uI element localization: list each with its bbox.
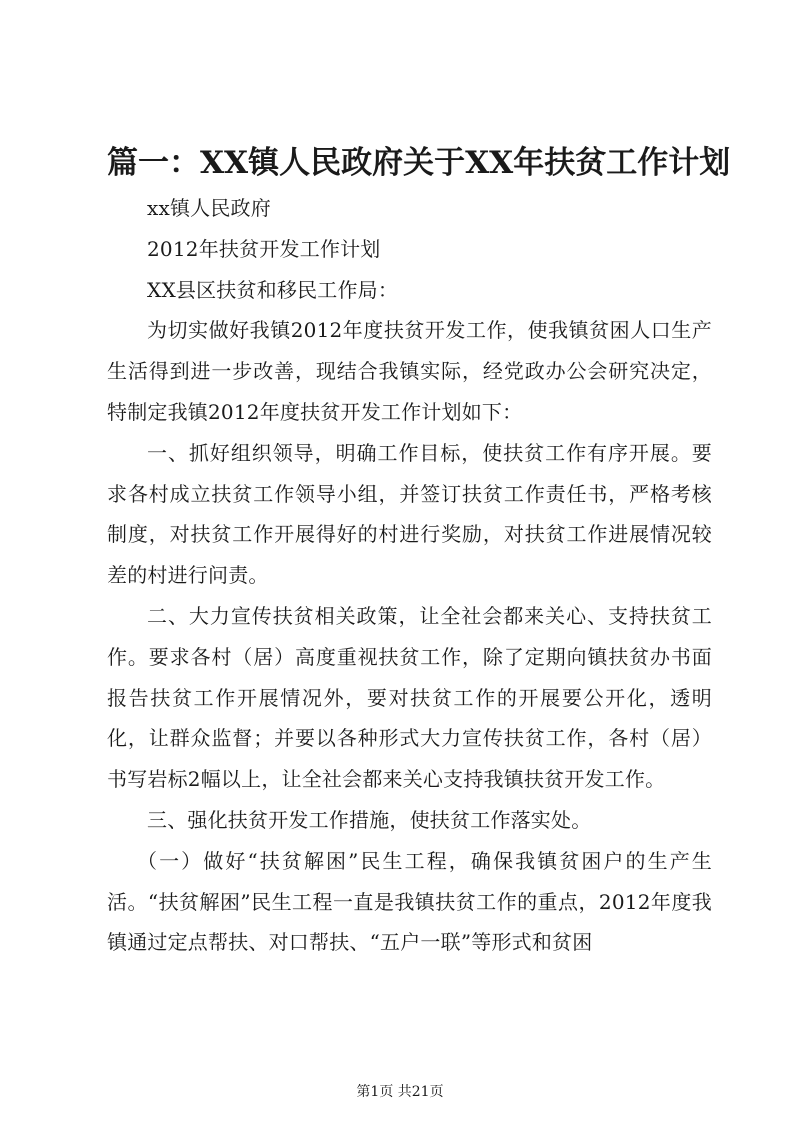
page-footer: 第1页 共21页 [356, 1084, 444, 1100]
paragraph-subsection-1: （一）做好“扶贫解困”民生工程，确保我镇贫困户的生产生活。“扶贫解困”民生工程一直是我镇扶贫工作的重点，2012年度我镇通过定点帮扶、对口帮扶、“五户一联”等形式和贫困 [107, 848, 712, 955]
paragraph-section-1: 一、抓好组织领导，明确工作目标，使扶贫工作有序开展。要求各村成立扶贫工作领导小组，并签订扶贫工作责任书，严格考核制度，对扶贫工作开展得好的村进行奖励，对扶贫工作进展情况较差的村进行问责。 [107, 440, 712, 588]
document-body [107, 188, 712, 963]
paragraph-recipient: XX县区扶贫和移民工作局： [147, 277, 399, 302]
paragraph-issuer: xx镇人民政府 [147, 196, 271, 220]
paragraph-section-3: 三、强化扶贫开发工作措施，使扶贫工作落实处。 [147, 807, 592, 832]
document-title: 篇一：XX镇人民政府关于XX年扶贫工作计划 [107, 145, 731, 181]
paragraph-plan-name: 2012年扶贫开发工作计划 [147, 236, 381, 261]
paragraph-intro: 为切实做好我镇2012年度扶贫开发工作，使我镇贫困人口生产生活得到进一步改善，现结合我镇实际，经党政办公会研究决定，特制定我镇2012年度扶贫开发工作计划如下： [107, 318, 712, 424]
paragraph-section-2: 二、大力宣传扶贫相关政策，让全社会都来关心、支持扶贫工作。要求各村（居）高度重视扶贫工作，除了定期向镇扶贫办书面报告扶贫工作开展情况外，要对扶贫工作的开展要公开化，透明化，让群众监督；并要以各种形式大力宣传扶贫工作，各村（居）书写岩标2幅以上，让全社会都来关心支持我镇扶贫开发工作。 [107, 603, 712, 792]
